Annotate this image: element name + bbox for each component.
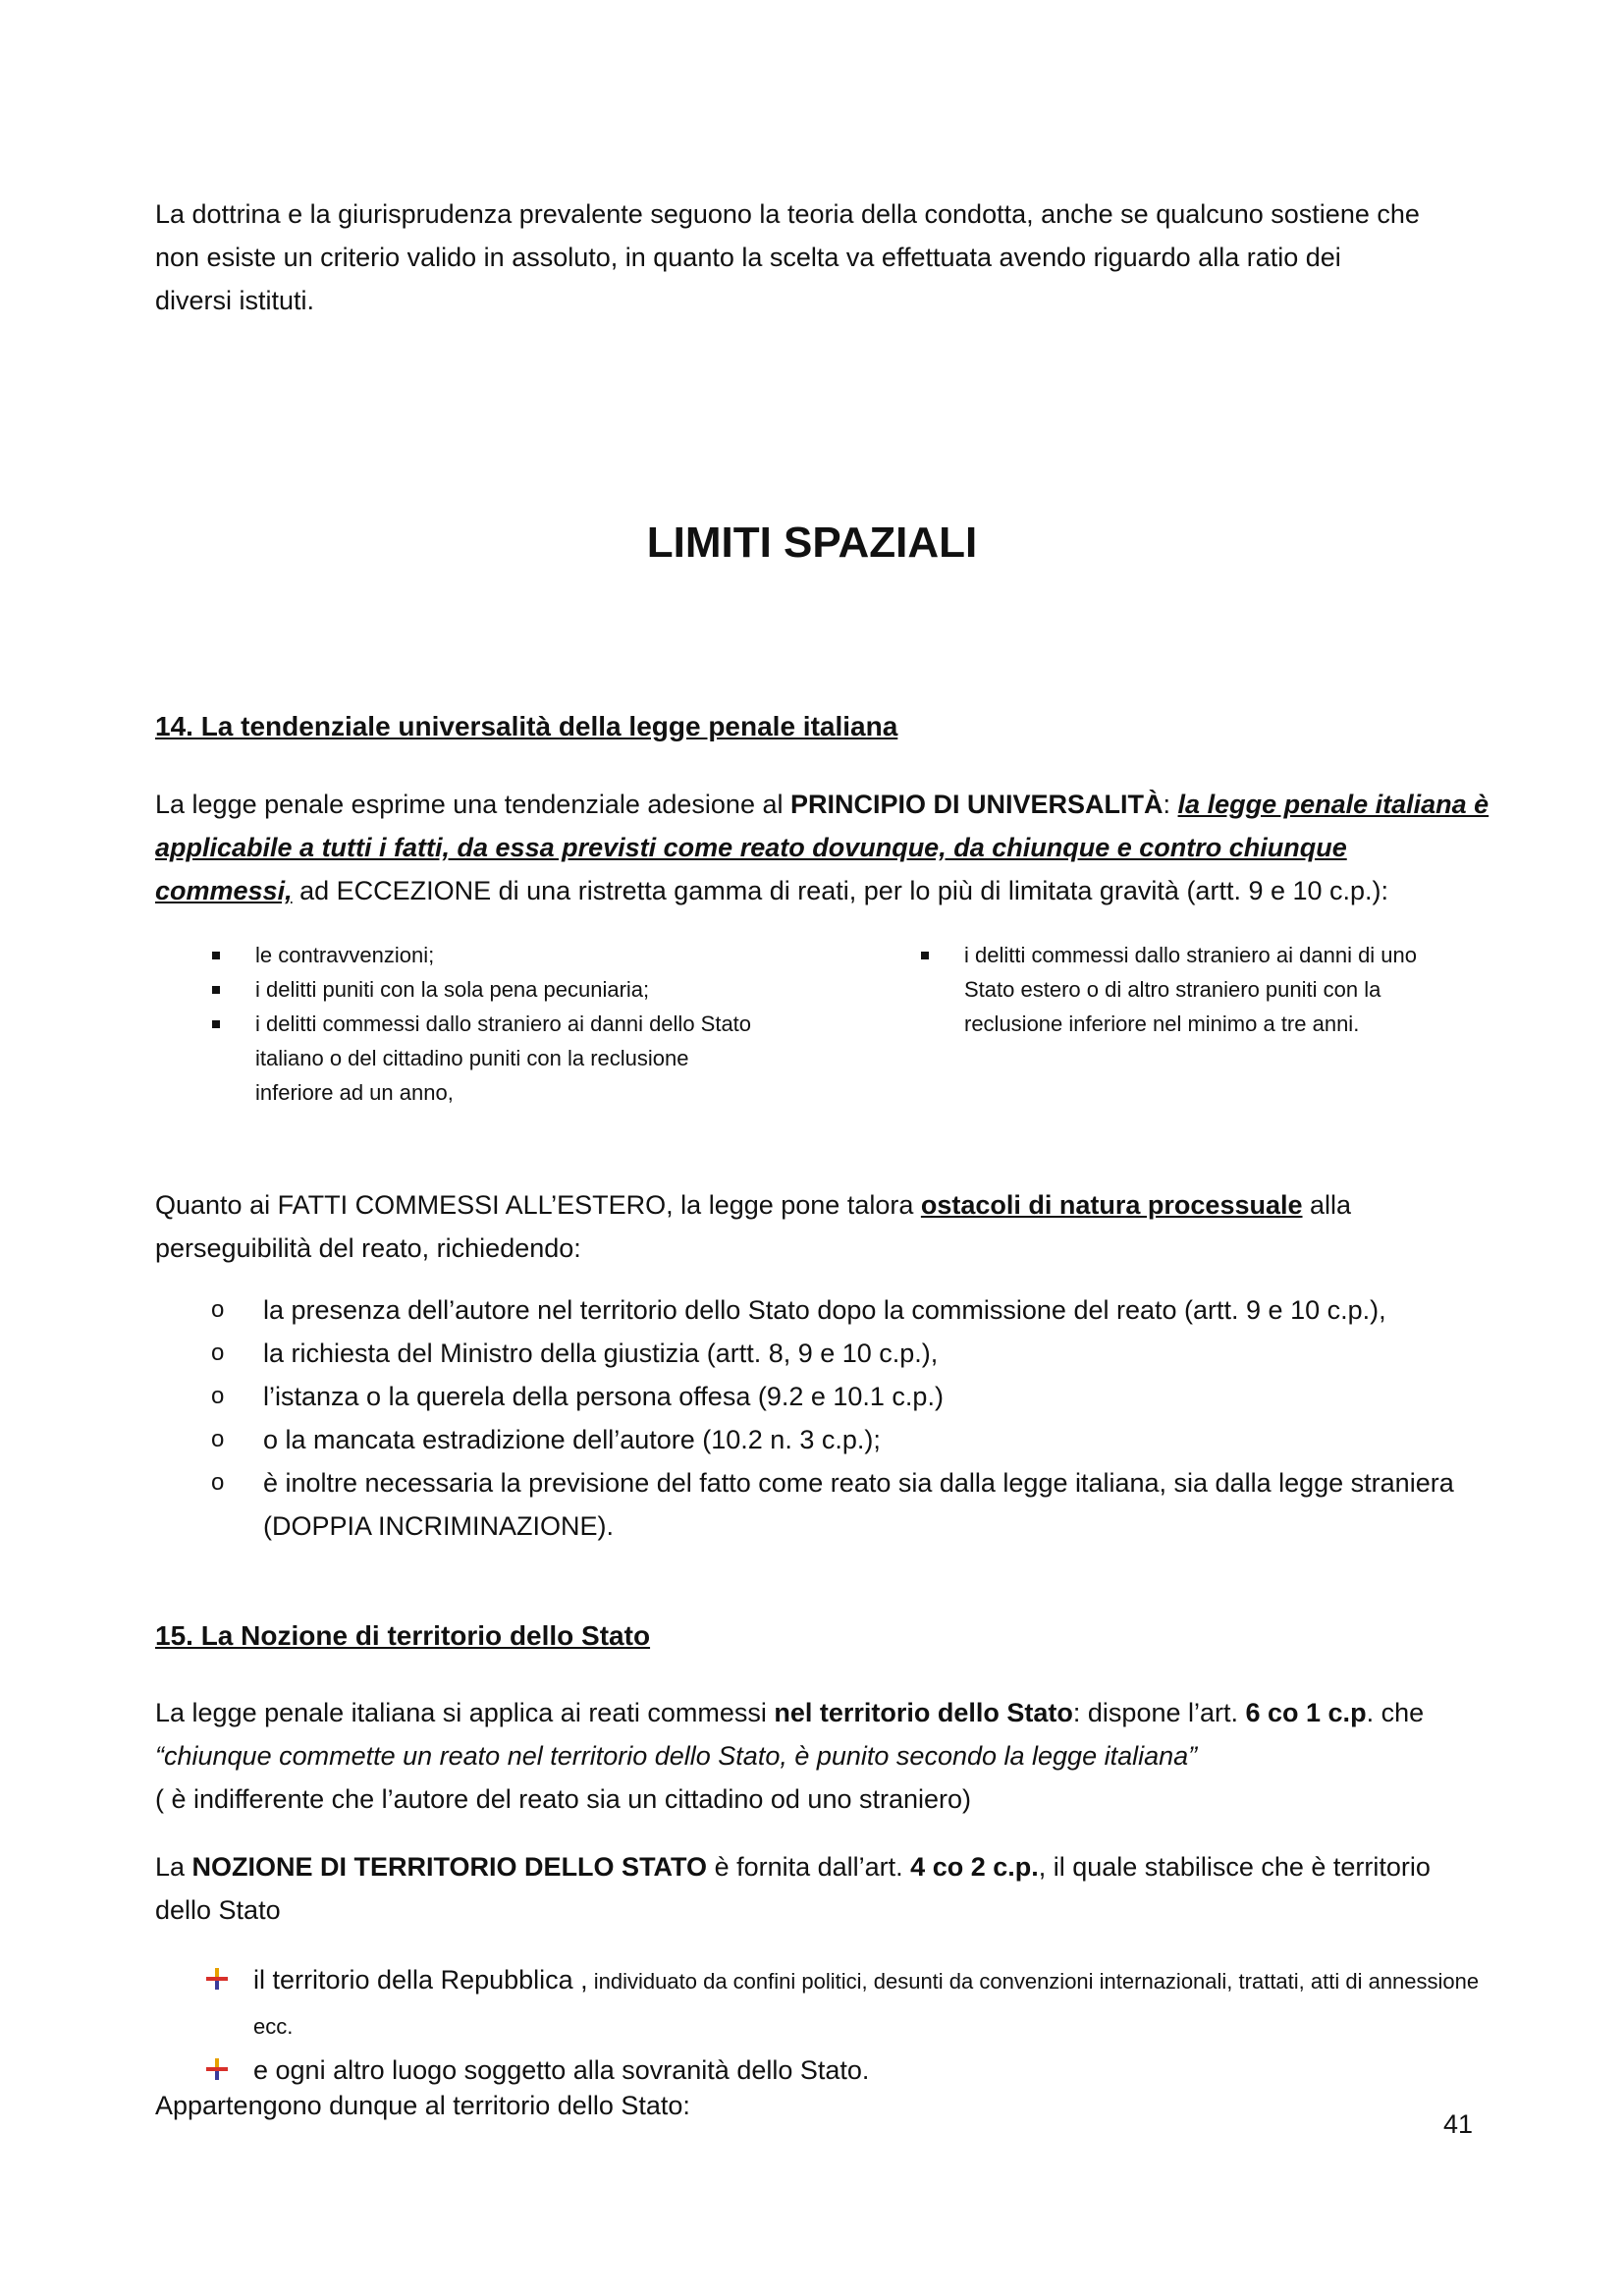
intro-line-1: La dottrina e la giurisprudenza prevalente seguono la teoria della condotta, anche se qualcuno sostiene che [155, 199, 1420, 229]
list-item-text: i delitti commessi dallo straniero ai danni di uno Stato estero o di altro straniero puniti con la reclusione inferiore nel minimo a tre anni. [964, 943, 1418, 1036]
list-item [155, 1418, 1490, 1461]
text-run: . che [1366, 1698, 1425, 1727]
article-reference: 4 co 2 c.p. [910, 1852, 1039, 1882]
list-item-note: individuato da confini politici, desunti da convenzioni internazionali, trattati, atti di annessione ecc. [253, 1969, 1480, 2039]
list-item-text: l’istanza o la querela della persona offesa (9.2 e 10.1 c.p.) [263, 1382, 944, 1411]
requirements-list [155, 1288, 1490, 1548]
page-number: 41 [1443, 2109, 1474, 2139]
list-item [155, 1288, 1490, 1332]
list-item-text: le contravvenzioni; [255, 943, 435, 967]
text-run: alla perseguibilità del reato, richiedendo: [155, 1190, 1352, 1263]
section-15-paragraph-1 [155, 1691, 1490, 1821]
article-reference: 6 co 1 c.p [1245, 1698, 1367, 1727]
territory-notion-term: NOZIONE DI TERRITORIO DELLO STATO [191, 1852, 708, 1882]
intro-paragraph [155, 192, 1490, 322]
text-run: : [1163, 790, 1178, 819]
parenthetical-note: ( è indifferente che l’autore del reato sia un cittadino od uno straniero) [155, 1784, 972, 1814]
list-item [155, 1461, 1490, 1548]
text-run: Quanto ai FATTI COMMESSI ALL’ESTERO, la legge pone talora [155, 1190, 921, 1220]
list-item [155, 1958, 1490, 2049]
list-item-text: i delitti puniti con la sola pena pecuniaria; [255, 977, 650, 1002]
exceptions-list-right [915, 938, 1465, 1041]
text-run: La [155, 1852, 192, 1882]
text-run: è fornita dall’art. [707, 1852, 911, 1882]
principle-definition: la legge penale italiana è applicabile a tutti i fatti, da essa previsti come reato dovunque, da chiunque e contro chiunque commessi, [155, 790, 1489, 905]
circle-bullet-icon: o [211, 1426, 225, 1452]
list-item-text: i delitti commessi dallo straniero ai danni dello Stato italiano o del cittadino puniti con la reclusione inferiore ad un anno, [255, 1011, 752, 1105]
intro-line-3: diversi istituti. [155, 286, 315, 315]
territory-list [155, 1958, 1490, 2092]
exceptions-list-left [206, 938, 756, 1110]
list-item [206, 972, 756, 1007]
procedural-obstacles-term: ostacoli di natura processuale [920, 1190, 1303, 1220]
list-item-text: la richiesta del Ministro della giustizia (artt. 8, 9 e 10 c.p.), [263, 1339, 939, 1368]
section-14-title: 14. La tendenziale universalità della legge penale italiana [155, 711, 898, 741]
arrow-bullet-icon [206, 2058, 228, 2080]
territory-term: nel territorio dello Stato [774, 1698, 1073, 1727]
circle-bullet-icon: o [211, 1383, 225, 1409]
list-item [155, 1332, 1490, 1375]
text-run: La legge penale esprime una tendenziale adesione al [155, 790, 790, 819]
text-run: , il quale stabilisce che è territorio dello Stato [155, 1852, 1431, 1925]
square-bullet-icon [921, 952, 929, 959]
list-item-text: e ogni altro luogo soggetto alla sovranità dello Stato. [253, 2055, 870, 2085]
list-item [206, 938, 756, 972]
closing-line: Appartengono dunque al territorio dello Stato: [155, 2091, 690, 2120]
square-bullet-icon [212, 952, 220, 959]
list-item-text: il territorio della Repubblica , [253, 1965, 588, 1995]
section-14-paragraph [155, 783, 1490, 912]
arrow-bullet-icon [206, 1968, 228, 1990]
list-item-text: è inoltre necessaria la previsione del fatto come reato sia dalla legge italiana, sia dalla legge straniera (DOPPIA INCRIMINAZIONE). [263, 1468, 1454, 1541]
list-item [206, 1007, 756, 1110]
list-item [155, 1375, 1490, 1418]
foreign-facts-paragraph [155, 1183, 1490, 1270]
text-run: : dispone l’art. [1072, 1698, 1246, 1727]
list-item-text: o la mancata estradizione dell’autore (10.2 n. 3 c.p.); [263, 1425, 881, 1454]
list-item-text: la presenza dell’autore nel territorio dello Stato dopo la commissione del reato (artt. 9 e 10 c.p.), [263, 1295, 1386, 1325]
section-15-paragraph-2 [155, 1845, 1490, 1932]
circle-bullet-icon: o [211, 1339, 225, 1366]
article-quote: “chiunque commette un reato nel territorio dello Stato, è punito secondo la legge italiana” [155, 1741, 1198, 1771]
intro-line-2: non esiste un criterio valido in assoluto, in quanto la scelta va effettuata avendo riguardo alla ratio dei [155, 243, 1341, 272]
circle-bullet-icon: o [211, 1469, 225, 1496]
circle-bullet-icon: o [211, 1296, 225, 1323]
principle-term: PRINCIPIO DI UNIVERSALITÀ [790, 790, 1164, 819]
text-run: ad ECCEZIONE di una ristretta gamma di reati, per lo più di limitata gravità (artt. 9 e 10 c.p.): [292, 876, 1389, 905]
square-bullet-icon [212, 1020, 220, 1028]
text-run: La legge penale italiana si applica ai reati commessi [155, 1698, 775, 1727]
square-bullet-icon [212, 986, 220, 994]
page-heading: LIMITI SPAZIALI [646, 519, 978, 567]
section-15-title: 15. La Nozione di territorio dello Stato [155, 1620, 651, 1651]
list-item [915, 938, 1465, 1041]
